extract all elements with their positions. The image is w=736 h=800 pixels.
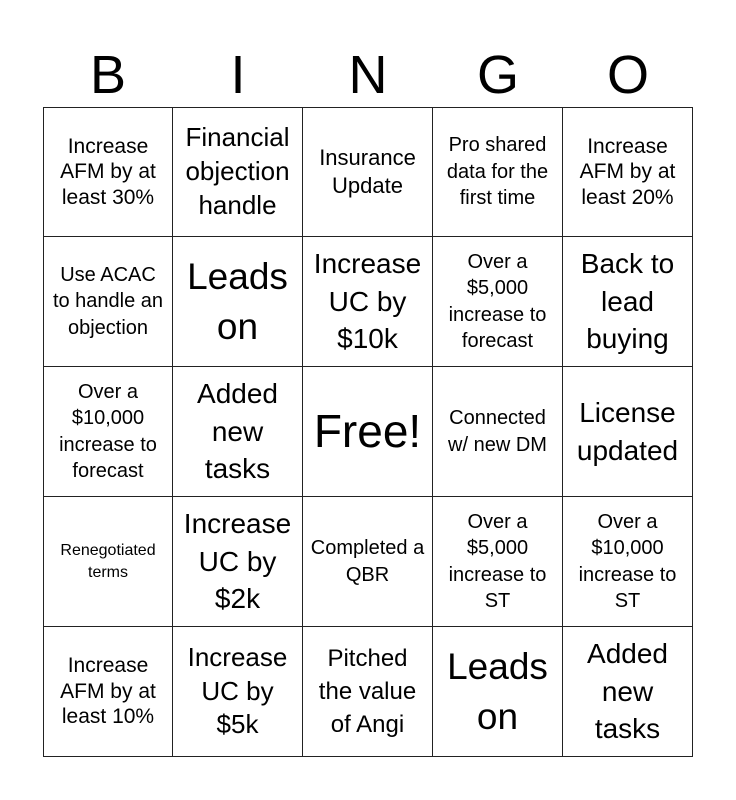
bingo-cell: Renegotiated terms (43, 497, 173, 627)
bingo-cell: Increase UC by $5k (173, 627, 303, 757)
bingo-cell: Increase AFM by at least 30% (43, 107, 173, 237)
bingo-cell: Pro shared data for the first time (433, 107, 563, 237)
header-letter-b: B (89, 45, 127, 105)
bingo-grid (43, 107, 693, 757)
bingo-cell: Over a $5,000 increase to forecast (433, 237, 563, 367)
bingo-cell: Completed a QBR (303, 497, 433, 627)
bingo-header (43, 44, 693, 106)
bingo-cell: Leads on (173, 237, 303, 367)
bingo-cell: Pitched the value of Angi (303, 627, 433, 757)
bingo-cell: Increase AFM by at least 10% (43, 627, 173, 757)
bingo-cell: Connected w/ new DM (433, 367, 563, 497)
bingo-cell: Insurance Update (303, 107, 433, 237)
bingo-cell: Added new tasks (173, 367, 303, 497)
bingo-cell: Increase UC by $10k (303, 237, 433, 367)
bingo-cell: Financial objection handle (173, 107, 303, 237)
bingo-cell: Use ACAC to handle an objection (43, 237, 173, 367)
bingo-cell: Added new tasks (563, 627, 693, 757)
header-letter-g: G (476, 45, 519, 105)
header-letter-i: I (230, 45, 246, 105)
bingo-cell: Back to lead buying (563, 237, 693, 367)
bingo-cell: Increase UC by $2k (173, 497, 303, 627)
bingo-cell: Leads on (433, 627, 563, 757)
bingo-cell: License updated (563, 367, 693, 497)
free-space: Free! (303, 367, 433, 497)
bingo-cell: Over a $10,000 increase to ST (563, 497, 693, 627)
bingo-cell: Over a $10,000 increase to forecast (43, 367, 173, 497)
bingo-cell: Increase AFM by at least 20% (563, 107, 693, 237)
header-letter-o: O (606, 45, 649, 105)
header-letter-n: N (348, 45, 388, 105)
bingo-cell: Over a $5,000 increase to ST (433, 497, 563, 627)
